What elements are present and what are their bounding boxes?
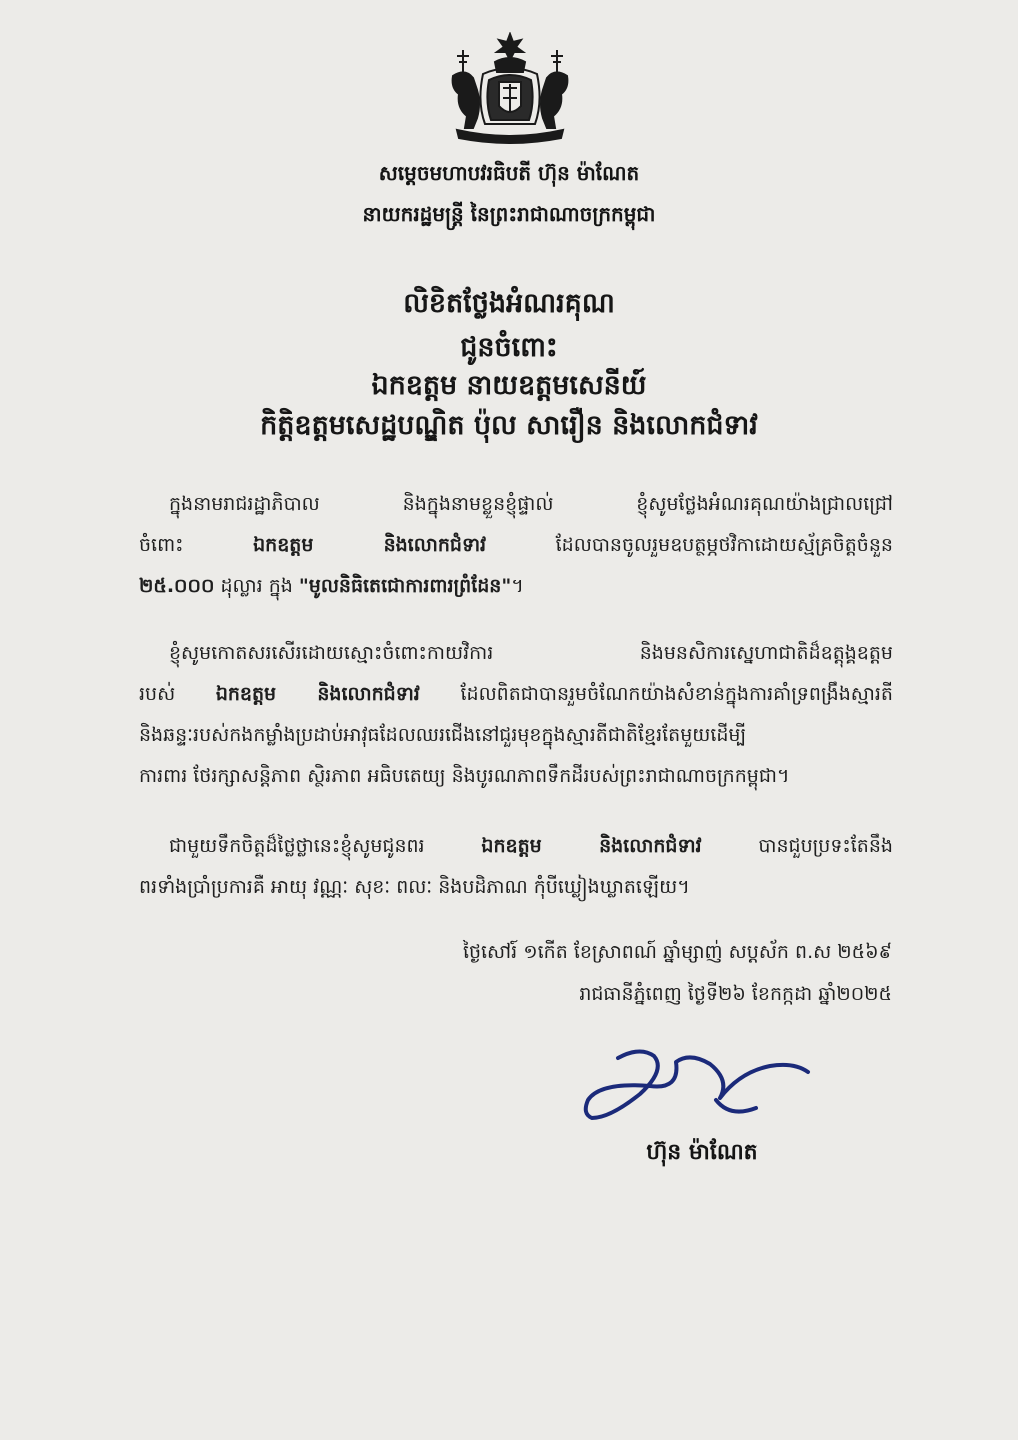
paragraph-line: ខ្ញុំសូមកោតសរសើរដោយស្មោះចំពោះកាយវិការ និងមនសិការស្នេហាជាតិដ៏ឧត្តុង្គឧត្តម — [169, 642, 893, 664]
paragraph-line: ពរទាំងប្រាំប្រការគឺ អាយុ វណ្ណៈ សុខៈ ពលៈ និងបដិភាណ កុំបីឃ្លៀងឃ្លាតឡើយ។ — [139, 876, 690, 898]
paragraph-line: ការពារ ថែរក្សាសន្តិភាព ស្ថិរភាព អធិបតេយ្យ និងបូរណភាពទឹកដីរបស់ព្រះរាជាណាចក្រកម្ពុជា។ — [139, 765, 790, 787]
paragraph-line: របស់ ឯកឧត្តម និងលោកជំទាវ ដែលពិតជាបានរួមចំណែកយ៉ាងសំខាន់ក្នុងការគាំទ្រពង្រឹងស្មារតី — [139, 683, 893, 705]
solar-date: រាជធានីភ្នំពេញ ថ្ងៃទី២៦ ខែកក្កដា ឆ្នាំ២០២៥ — [579, 983, 892, 1005]
signer-name: ហ៊ុន ម៉ាណែត — [646, 1140, 758, 1165]
fund-name: "មូលនិធិតេជោការពារព្រំដែន" — [298, 575, 512, 597]
donation-amount: ២៥.០០០ — [139, 575, 215, 597]
recipient-rank: ឯកឧត្តម នាយឧត្តមសេនីយ៍ — [371, 370, 647, 401]
lunar-date: ថ្ងៃសៅរ៍ ១កើត ខែស្រាពណ៍ ឆ្នាំម្សាញ់ សប្តស័ក ព.ស ២៥៦៩ — [462, 941, 892, 963]
recipient-name: កិត្តិឧត្តមសេដ្ឋបណ្ឌិត ប៉ុល សារឿន និងលោកជំទាវ — [260, 410, 758, 441]
paragraph-line: ជាមួយទឹកចិត្តដ៏ថ្លៃថ្លានេះខ្ញុំសូមជូនពរ ឯកឧត្តម និងលោកជំទាវ បានជួបប្រទះតែនឹង — [169, 835, 893, 857]
recipient-intro: ជូនចំពោះ — [460, 332, 558, 363]
paragraph-line: និងឆន្ទៈរបស់កងកម្លាំងប្រដាប់អាវុធដែលឈរជើងនៅជួរមុខក្នុងស្មារតីជាតិខ្មែរតែមួយដើម្បី — [139, 724, 747, 746]
paragraph-line: ក្នុងនាមរាជរដ្ឋាភិបាល និងក្នុងនាមខ្លួនខ្ញុំផ្ទាល់ ខ្ញុំសូមថ្លែងអំណរគុណយ៉ាងជ្រាលជ្រៅ — [169, 493, 893, 515]
handwritten-signature — [580, 1038, 812, 1134]
paragraph-praise — [139, 633, 893, 797]
royal-coat-of-arms-emblem — [443, 32, 577, 144]
paragraph-gratitude — [139, 484, 893, 607]
paragraph-blessing — [139, 826, 893, 908]
paragraph-line: ចំពោះ ឯកឧត្តម និងលោកជំទាវ ដែលបានចូលរួមឧបត្ថម្ភថវិកាដោយស្ម័គ្រចិត្តចំនួន — [139, 534, 893, 556]
header-position-line: នាយករដ្ឋមន្ត្រី នៃព្រះរាជាណាចក្រកម្ពុជា — [362, 202, 656, 226]
header-title-line: សម្តេចមហាបវរធិបតី ហ៊ុន ម៉ាណែត — [378, 161, 640, 185]
letter-title: លិខិតថ្លែងអំណរគុណ — [403, 288, 615, 319]
paragraph-line: ២៥.០០០ ដុល្លារ ក្នុង "មូលនិធិតេជោការពារព្រំដែន"។ — [139, 575, 524, 597]
